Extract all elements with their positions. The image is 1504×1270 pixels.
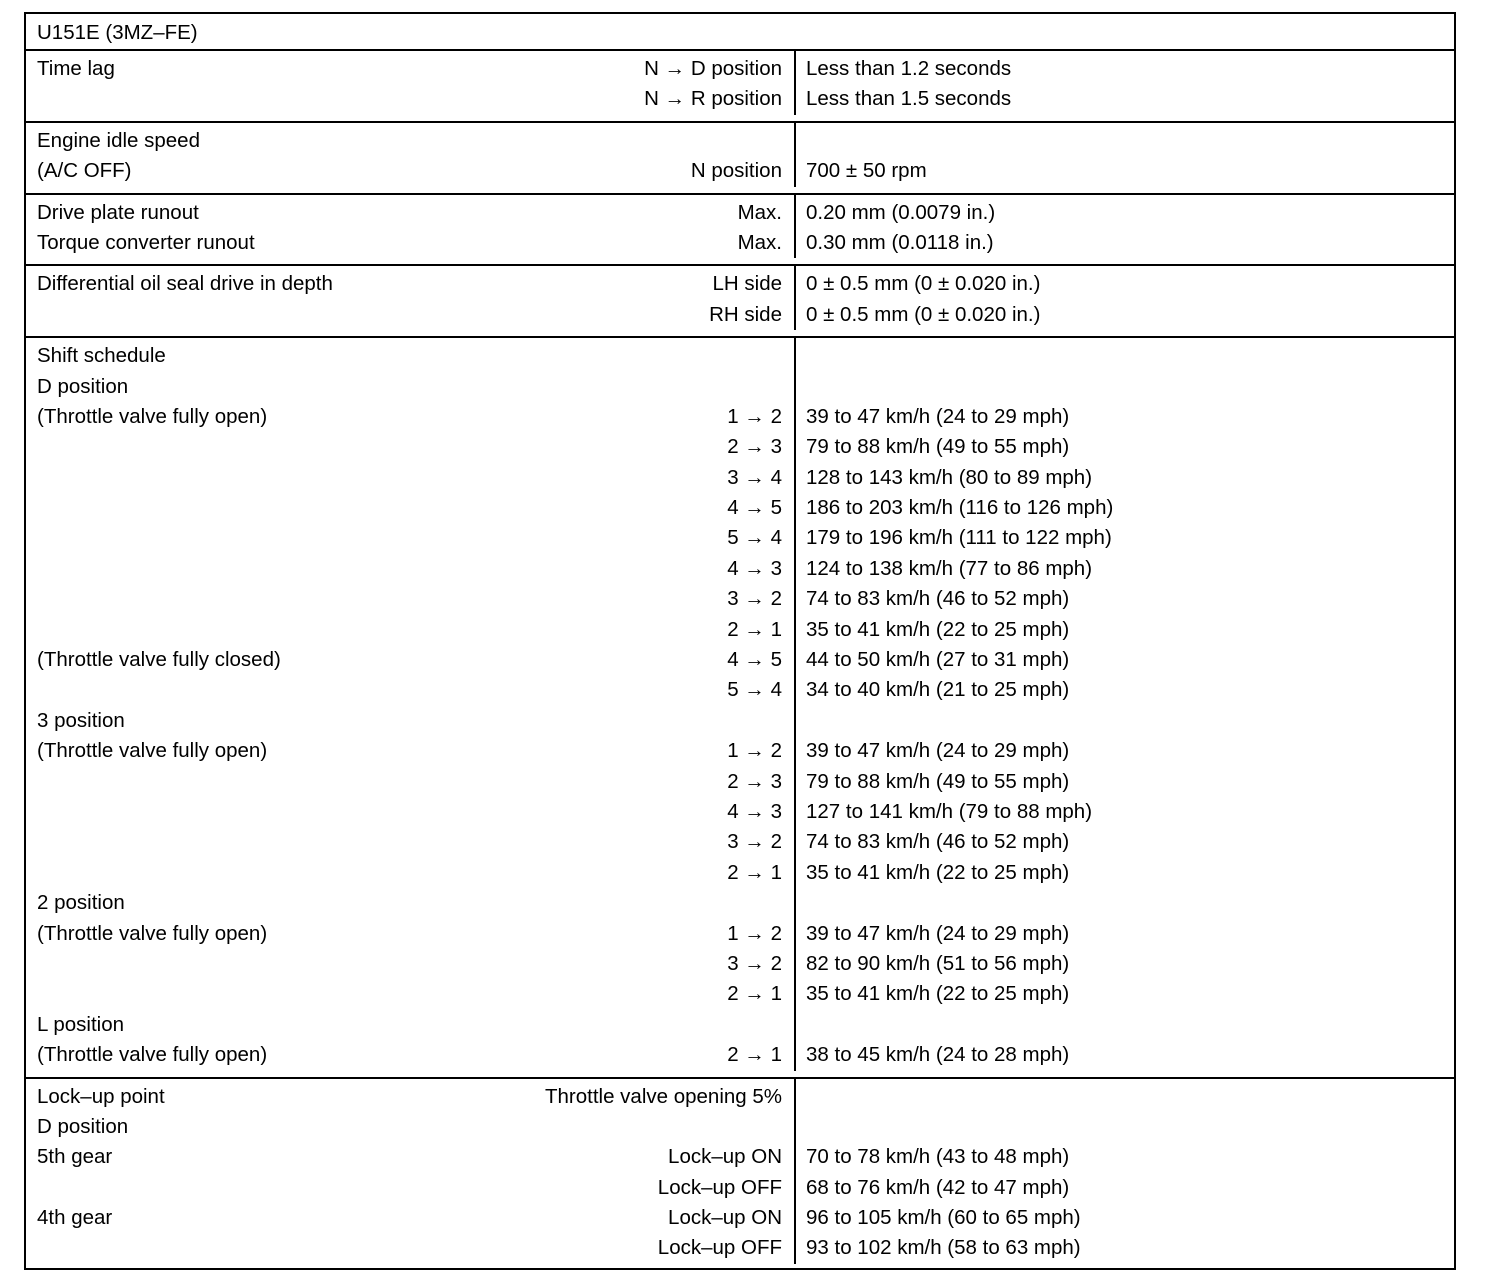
item-column [26, 123, 796, 187]
condition-label: 3 → 2 [727, 951, 782, 975]
spec-value [796, 341, 1454, 371]
item-line [26, 767, 794, 797]
spec-value: 93 to 102 km/h (58 to 63 mph) [806, 1236, 1081, 1260]
spec-value [796, 372, 1454, 402]
item-line [26, 1203, 794, 1233]
condition-label: 2 → 1 [727, 860, 782, 884]
item-line [26, 269, 794, 299]
spec-value: 0 ± 0.5 mm (0 ± 0.020 in.) [806, 302, 1041, 326]
condition-label: Lock–up ON [668, 1145, 782, 1169]
condition-label: 1 → 2 [727, 921, 782, 945]
item-label: Shift schedule [37, 344, 166, 368]
spec-value: 79 to 88 km/h (49 to 55 mph) [806, 769, 1070, 793]
condition-label: 4 → 5 [727, 496, 782, 520]
item-label: D position [37, 374, 129, 398]
condition-label: 3 → 2 [727, 587, 782, 611]
item-label: (A/C OFF) [37, 159, 132, 183]
spec-value: 44 to 50 km/h (27 to 31 mph) [806, 648, 1070, 672]
item-line [26, 198, 794, 228]
item-label: Torque converter runout [37, 230, 255, 254]
item-label: Engine idle speed [37, 128, 200, 152]
spec-value [796, 126, 1454, 156]
item-line [26, 797, 794, 827]
item-line [26, 858, 794, 888]
spec-value: 0 ± 0.5 mm (0 ± 0.020 in.) [806, 272, 1041, 296]
spec-value: 128 to 143 km/h (80 to 89 mph) [806, 465, 1093, 489]
item-line [26, 949, 794, 979]
item-label: 4th gear [37, 1206, 113, 1230]
item-line [26, 584, 794, 614]
item-label: (Throttle valve fully closed) [37, 648, 281, 672]
condition-label: Throttle valve opening 5% [544, 1084, 782, 1108]
item-line [26, 645, 794, 675]
condition-label: 2 → 1 [727, 1043, 782, 1067]
item-label: Time lag [37, 57, 115, 80]
spec-value: 39 to 47 km/h (24 to 29 mph) [806, 921, 1070, 945]
condition-label: 1 → 2 [727, 739, 782, 763]
item-line [26, 372, 794, 402]
spec-value: 700 ± 50 rpm [806, 159, 927, 183]
item-line [26, 1173, 794, 1203]
item-line [26, 432, 794, 462]
item-line [26, 402, 794, 432]
condition-label: 3 → 2 [727, 830, 782, 854]
spec-value [796, 888, 1454, 918]
condition-label: RH side [709, 302, 782, 326]
condition-label: Lock–up OFF [657, 1175, 782, 1199]
section-lock-up-point [26, 1079, 1454, 1268]
spec-value: 124 to 138 km/h (77 to 86 mph) [806, 556, 1093, 580]
item-line [26, 523, 794, 553]
spec-value [796, 1082, 1454, 1112]
item-line [26, 615, 794, 645]
condition-label: 2 → 1 [727, 617, 782, 641]
item-label: L position [37, 1012, 124, 1036]
spec-value [796, 706, 1454, 736]
condition-label: 4 → 5 [727, 648, 782, 672]
spec-value: 39 to 47 km/h (24 to 29 mph) [806, 739, 1070, 763]
item-line [26, 54, 794, 84]
item-line [26, 1233, 794, 1263]
condition-label: 4 → 3 [727, 556, 782, 580]
value-column [796, 1079, 1454, 1264]
value-column [796, 123, 1454, 187]
condition-label: 2 → 3 [727, 435, 782, 459]
spec-value: 127 to 141 km/h (79 to 88 mph) [806, 799, 1093, 823]
item-label: Lock–up point [37, 1084, 165, 1108]
condition-label: LH side [712, 272, 782, 296]
item-line [26, 156, 794, 186]
item-line [26, 979, 794, 1009]
spec-table [24, 12, 1456, 1270]
section-shift-schedule [26, 338, 1454, 1078]
condition-label: N → R position [644, 87, 782, 111]
value-column [796, 195, 1454, 259]
item-label: (Throttle valve fully open) [37, 404, 268, 428]
item-line [26, 1040, 794, 1070]
item-label: 5th gear [37, 1145, 113, 1169]
item-line [26, 463, 794, 493]
spec-value: 0.30 mm (0.0118 in.) [806, 230, 994, 254]
condition-label: Lock–up ON [668, 1206, 782, 1230]
item-line [26, 228, 794, 258]
item-line [26, 675, 794, 705]
condition-label: 2 → 1 [727, 982, 782, 1006]
condition-label: Max. [737, 200, 782, 224]
item-line [26, 300, 794, 330]
condition-label: 4 → 3 [727, 799, 782, 823]
condition-label: 1 → 2 [727, 404, 782, 428]
spec-value: 70 to 78 km/h (43 to 48 mph) [806, 1145, 1070, 1169]
condition-label: 2 → 3 [727, 769, 782, 793]
value-column [796, 51, 1454, 115]
item-line [26, 827, 794, 857]
condition-label: 5 → 4 [727, 678, 782, 702]
spec-value: 186 to 203 km/h (116 to 126 mph) [806, 496, 1114, 520]
item-line [26, 1142, 794, 1172]
item-label: (Throttle valve fully open) [37, 739, 268, 763]
value-column [796, 338, 1454, 1070]
section-time-lag [26, 51, 1454, 123]
spec-value [796, 1010, 1454, 1040]
item-line [26, 919, 794, 949]
spec-value: 68 to 76 km/h (42 to 47 mph) [806, 1175, 1070, 1199]
item-line [26, 1112, 794, 1142]
condition-label: N position [690, 159, 782, 183]
item-line [26, 1082, 794, 1112]
item-label: (Throttle valve fully open) [37, 1043, 268, 1067]
condition-label: 3 → 4 [727, 465, 782, 489]
spec-value: 74 to 83 km/h (46 to 52 mph) [806, 830, 1070, 854]
section-runout [26, 195, 1454, 267]
condition-label: Lock–up OFF [657, 1236, 782, 1260]
table-title: U151E (3MZ–FE) [26, 14, 1454, 51]
condition-label: N → D position [644, 57, 782, 80]
section-oil-seal-depth [26, 266, 1454, 338]
item-line [26, 736, 794, 766]
spec-value: 35 to 41 km/h (22 to 25 mph) [806, 617, 1070, 641]
spec-value: 35 to 41 km/h (22 to 25 mph) [806, 982, 1070, 1006]
spec-value: 35 to 41 km/h (22 to 25 mph) [806, 860, 1070, 884]
item-line [26, 341, 794, 371]
spec-value: Less than 1.2 seconds [806, 57, 1012, 80]
item-line [26, 706, 794, 736]
item-label: 2 position [37, 891, 125, 915]
spec-value: 0.20 mm (0.0079 in.) [806, 200, 996, 224]
item-label: Drive plate runout [37, 200, 199, 224]
item-column [26, 266, 796, 330]
spec-value: 82 to 90 km/h (51 to 56 mph) [806, 951, 1070, 975]
item-line [26, 1010, 794, 1040]
condition-label: Max. [737, 230, 782, 254]
item-line [26, 554, 794, 584]
item-label: Differential oil seal drive in depth [37, 272, 333, 296]
spec-value [796, 1112, 1454, 1142]
spec-value: 79 to 88 km/h (49 to 55 mph) [806, 435, 1070, 459]
item-line [26, 493, 794, 523]
condition-label: 5 → 4 [727, 526, 782, 550]
item-label: D position [37, 1114, 129, 1138]
item-line [26, 126, 794, 156]
table-body [26, 51, 1454, 1268]
value-column [796, 266, 1454, 330]
spec-value: 39 to 47 km/h (24 to 29 mph) [806, 404, 1070, 428]
item-line [26, 888, 794, 918]
section-engine-idle-speed [26, 123, 1454, 195]
spec-value: 96 to 105 km/h (60 to 65 mph) [806, 1206, 1081, 1230]
item-column [26, 195, 796, 259]
item-label: (Throttle valve fully open) [37, 921, 268, 945]
item-column [26, 51, 796, 115]
item-label: 3 position [37, 708, 125, 732]
spec-value: 179 to 196 km/h (111 to 122 mph) [806, 526, 1112, 550]
item-column [26, 338, 796, 1070]
spec-value: 74 to 83 km/h (46 to 52 mph) [806, 587, 1070, 611]
spec-value: Less than 1.5 seconds [806, 87, 1012, 111]
spec-value: 34 to 40 km/h (21 to 25 mph) [806, 678, 1070, 702]
item-line [26, 84, 794, 114]
item-column [26, 1079, 796, 1264]
spec-value: 38 to 45 km/h (24 to 28 mph) [806, 1043, 1070, 1067]
